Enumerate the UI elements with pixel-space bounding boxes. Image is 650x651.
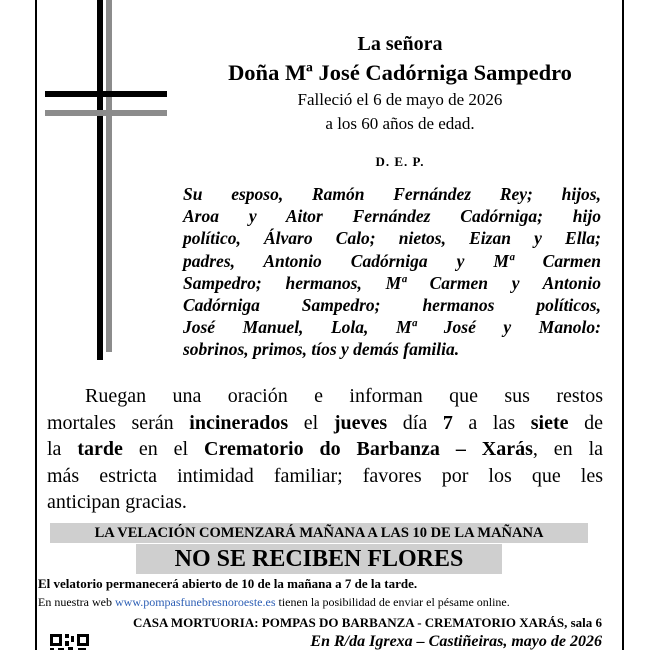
funeral-home: CASA MORTUORIA: POMPAS DO BARBANZA - CREMATORIO XARÁS, sala 6: [132, 615, 602, 630]
ruegan-paragraph: [47, 383, 603, 516]
ruegan-line: anticipan gracias.: [47, 491, 187, 513]
ruegan-line: mortales serán incinerados el jueves día 7 a las siete de: [47, 411, 603, 434]
cross-horizontal-black: [45, 91, 167, 97]
place-and-date: En R/da Igrexa – Castiñeiras, mayo de 2026: [310, 633, 602, 650]
siete-text: siete: [530, 411, 569, 434]
no-flowers-banner: NO SE RECIBEN FLORES: [136, 544, 502, 574]
title-la-senora: La señora: [357, 33, 443, 55]
family-line: José Manuel, Lola, Mª José y Manolo:: [183, 317, 601, 338]
death-date: Falleció el 6 de mayo de 2026: [297, 90, 503, 109]
website-link[interactable]: www.pompasfunebresnoroeste.es: [114, 595, 276, 609]
cross-horizontal-grey: [45, 110, 167, 116]
family-line: Aroa y Aitor Fernández Cadórniga; hijo: [183, 206, 601, 227]
incinerados-text: incinerados: [189, 411, 289, 434]
age-at-death: a los 60 años de edad.: [325, 114, 475, 133]
web-condolence-line: En nuestra web www.pompasfunebresnoroeste.es tienen la posibilidad de enviar el pésame online.: [38, 595, 510, 609]
velatorio-hours: El velatorio permanecerá abierto de 10 de la mañana a 7 de la tarde.: [38, 576, 418, 591]
ruegan-line: la tarde en el Crematorio do Barbanza – Xarás, en la: [47, 438, 604, 460]
family-line: Cadórniga Sampedro; hermanos políticos,: [183, 294, 601, 315]
family-line: Su esposo, Ramón Fernández Rey; hijos,: [183, 184, 601, 204]
crematorio-name: Crematorio do Barbanza – Xarás: [204, 438, 533, 460]
velacion-banner: LA VELACIÓN COMENZARÁ MAÑANA A LAS 10 DE LA MAÑANA: [50, 523, 588, 543]
ruegan-line: más estricta intimidad familiar; favores por los que les: [47, 464, 603, 487]
day-number: 7: [442, 411, 453, 434]
tarde-text: tarde: [77, 438, 123, 460]
latin-cross-icon: [40, 0, 170, 365]
family-line: Sampedro; hermanos, Mª Carmen y Antonio: [183, 272, 601, 293]
cross-vertical-grey: [106, 0, 112, 352]
right-border-line: [622, 0, 624, 650]
cross-vertical-black: [97, 0, 103, 360]
left-border-line: [35, 0, 37, 650]
ruegan-line: Ruegan una oración e informan que sus restos: [85, 385, 603, 407]
family-line: político, Álvaro Calo; nietos, Eizan y Ella;: [183, 228, 601, 249]
jueves-text: jueves: [333, 411, 388, 434]
dep-text: D. E. P.: [375, 154, 425, 169]
family-paragraph: [183, 183, 601, 361]
deceased-name: Doña Mª José Cadórniga Sampedro: [228, 60, 572, 85]
family-line: sobrinos, primos, tíos y demás familia.: [183, 339, 460, 360]
family-line: padres, Antonio Cadórniga y Mª Carmen: [183, 250, 601, 271]
qr-code-icon[interactable]: [50, 634, 90, 650]
